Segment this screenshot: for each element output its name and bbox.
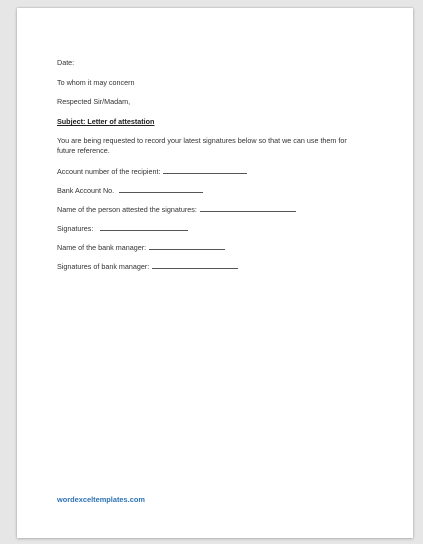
salutation: Respected Sir/Madam, (57, 97, 131, 106)
fill-in-blank (100, 223, 188, 231)
field-signatures (57, 223, 188, 234)
subject-line: Subject: Letter of attestation (57, 117, 155, 126)
field-account-number-recipient (57, 166, 247, 177)
recipient-line: To whom it may concern (57, 78, 135, 87)
fill-in-blank (119, 185, 203, 193)
field-bank-account-no (57, 185, 203, 196)
field-bank-manager-name (57, 242, 225, 253)
field-label: Account number of the recipient: (57, 167, 161, 176)
field-label: Name of the bank manager: (57, 243, 147, 252)
field-person-attested (57, 204, 296, 215)
field-label: Name of the person attested the signatures: (57, 205, 197, 214)
field-label: Bank Account No. (57, 186, 115, 195)
field-bank-manager-signatures (57, 261, 238, 272)
date-label: Date: (57, 58, 75, 67)
website-link[interactable]: wordexceltemplates.com (57, 495, 145, 504)
fill-in-blank (149, 242, 225, 250)
fill-in-blank (152, 261, 238, 269)
document-page (17, 8, 413, 538)
fill-in-blank (163, 166, 247, 174)
fill-in-blank (200, 204, 296, 212)
field-label: Signatures: (57, 224, 94, 233)
field-label: Signatures of bank manager: (57, 262, 150, 271)
body-paragraph: You are being requested to record your latest signatures below so that we can use them for future reference. (57, 136, 347, 155)
